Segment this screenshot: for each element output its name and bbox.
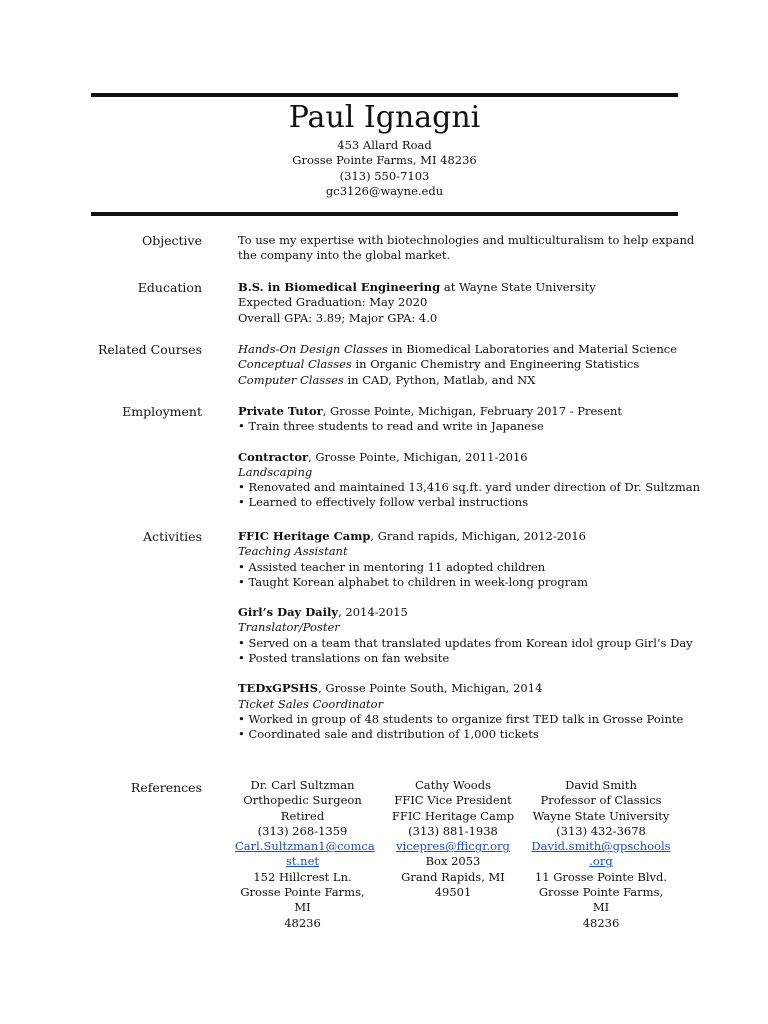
activity-bullet: • Assisted teacher in mentoring 11 adopted children bbox=[238, 559, 546, 574]
activity-bullet: • Served on a team that translated updates from Korean idol group Girl’s Day bbox=[238, 635, 693, 650]
course-detail: in CAD, Python, Matlab, and NX bbox=[343, 372, 536, 387]
candidate-name: Paul Ignagni bbox=[288, 100, 481, 135]
activity-heading bbox=[238, 529, 678, 544]
reference-zip: 48236 bbox=[284, 915, 321, 930]
courses-content bbox=[238, 342, 678, 388]
reference-name: Cathy Woods bbox=[415, 778, 491, 792]
reference-email-link[interactable]: David.smith@gpschools bbox=[531, 839, 671, 854]
reference-title: Professor of Classics bbox=[540, 793, 662, 808]
activity-heading bbox=[238, 681, 678, 696]
activity-title: TEDxGPSHS bbox=[238, 681, 319, 696]
address-line: 453 Allard Road bbox=[337, 138, 432, 152]
activity-bullet: • Coordinated sale and distribution of 1,000 tickets bbox=[238, 727, 539, 742]
course-detail: in Biomedical Laboratories and Material Science bbox=[387, 342, 678, 356]
activity-role bbox=[238, 620, 678, 635]
section-label-activities: Activities bbox=[143, 529, 202, 544]
reference-org: Wayne State University bbox=[532, 808, 670, 823]
phone-line: (313) 550-7103 bbox=[339, 168, 430, 183]
job-title: Private Tutor bbox=[238, 404, 323, 418]
course-item bbox=[238, 342, 678, 357]
reference-card bbox=[383, 778, 523, 900]
activity-heading bbox=[238, 605, 678, 620]
job-title: Contractor bbox=[238, 449, 309, 464]
job-info: , Grosse Pointe, Michigan, 2011-2016 bbox=[308, 449, 528, 464]
activity-info: , Grand rapids, Michigan, 2012-2016 bbox=[370, 529, 586, 543]
reference-phone: (313) 268-1359 bbox=[257, 823, 348, 838]
school-name: at Wayne State University bbox=[440, 280, 596, 294]
activities-content bbox=[238, 529, 693, 743]
email-line: gc3126@wayne.edu bbox=[325, 183, 444, 198]
activity-title: Girl’s Day Daily bbox=[238, 605, 339, 620]
reference-title: FFIC Vice President bbox=[394, 793, 512, 808]
activity-role-text: Teaching Assistant bbox=[238, 544, 348, 559]
reference-zip: 49501 bbox=[434, 885, 472, 900]
objective-line: To use my expertise with biotechnologies and multiculturalism to help expand bbox=[238, 233, 695, 247]
degree-line bbox=[238, 280, 678, 295]
activity-bullet: • Taught Korean alphabet to children in week-long program bbox=[238, 574, 588, 589]
section-label-education: Education bbox=[137, 280, 202, 295]
activity-role bbox=[238, 544, 678, 559]
activity-bullet: • Posted translations on fan website bbox=[238, 651, 450, 666]
reference-email-link[interactable]: Carl.Sultzman1@comca bbox=[235, 839, 375, 854]
reference-phone: (313) 881-1938 bbox=[408, 823, 498, 838]
section-label-references: References bbox=[130, 780, 202, 795]
reference-phone: (313) 432-3678 bbox=[556, 823, 646, 838]
course-item bbox=[238, 373, 678, 388]
gpa-line: Overall GPA: 3.89; Major GPA: 4.0 bbox=[238, 310, 438, 325]
degree-title: B.S. in Biomedical Engineering bbox=[238, 280, 441, 294]
reference-city: Grosse Pointe Farms, MI bbox=[240, 885, 365, 915]
reference-email-link[interactable]: .org bbox=[589, 854, 613, 869]
header-divider bbox=[91, 212, 678, 216]
job-role bbox=[238, 465, 678, 480]
activity-info: , 2014-2015 bbox=[338, 605, 408, 620]
top-divider bbox=[91, 93, 678, 97]
resume-header bbox=[91, 98, 678, 199]
reference-street: Box 2053 bbox=[425, 854, 481, 869]
activity-role bbox=[238, 697, 678, 712]
course-category: Computer Classes bbox=[238, 372, 344, 387]
job-bullet: • Learned to effectively follow verbal instructions bbox=[238, 495, 529, 510]
job-role-text: Landscaping bbox=[238, 464, 313, 479]
job-heading bbox=[238, 450, 678, 465]
objective-line: the company into the global market. bbox=[238, 248, 451, 263]
reference-email-link[interactable]: vicepres@fficgr.org bbox=[396, 839, 510, 854]
reference-org: Retired bbox=[280, 808, 325, 823]
activity-title: FFIC Heritage Camp bbox=[238, 529, 371, 543]
job-info: , Grosse Pointe, Michigan, February 2017 - Present bbox=[322, 404, 623, 418]
job-bullet: • Train three students to read and write in Japanese bbox=[238, 419, 544, 434]
job-heading bbox=[238, 404, 678, 419]
reference-street: 11 Grosse Pointe Blvd. bbox=[534, 869, 668, 884]
activity-role-text: Ticket Sales Coordinator bbox=[238, 696, 384, 711]
activity-role-text: Translator/Poster bbox=[238, 620, 340, 635]
reference-name: David Smith bbox=[565, 778, 637, 792]
reference-card bbox=[235, 778, 375, 931]
objective-text bbox=[238, 233, 695, 264]
employment-content bbox=[238, 404, 701, 511]
reference-city: Grand Rapids, MI bbox=[401, 869, 505, 884]
reference-email-link[interactable]: st.net bbox=[285, 854, 319, 869]
section-label-employment: Employment bbox=[122, 404, 202, 419]
reference-title: Orthopedic Surgeon bbox=[243, 793, 362, 808]
city-line: Grosse Pointe Farms, MI 48236 bbox=[292, 153, 477, 168]
section-label-courses: Related Courses bbox=[98, 342, 202, 357]
section-label-objective: Objective bbox=[141, 233, 202, 248]
course-category: Conceptual Classes bbox=[238, 357, 352, 372]
education-content bbox=[238, 280, 678, 326]
course-detail: in Organic Chemistry and Engineering Statistics bbox=[351, 357, 640, 372]
reference-city: Grosse Pointe Farms, MI bbox=[538, 885, 664, 915]
graduation-line: Expected Graduation: May 2020 bbox=[238, 295, 428, 310]
course-item bbox=[238, 357, 678, 372]
course-category: Hands-On Design Classes bbox=[238, 342, 388, 356]
reference-zip: 48236 bbox=[582, 915, 620, 930]
reference-street: 152 Hillcrest Ln. bbox=[253, 869, 352, 884]
activity-bullet: • Worked in group of 48 students to organize first TED talk in Grosse Pointe bbox=[238, 711, 684, 726]
job-bullet: • Renovated and maintained 13,416 sq.ft. yard under direction of Dr. Sultzman bbox=[238, 480, 701, 495]
activity-info: , Grosse Pointe South, Michigan, 2014 bbox=[318, 681, 543, 696]
reference-name: Dr. Carl Sultzman bbox=[250, 778, 355, 792]
reference-org: FFIC Heritage Camp bbox=[391, 808, 515, 823]
reference-card bbox=[531, 778, 671, 931]
